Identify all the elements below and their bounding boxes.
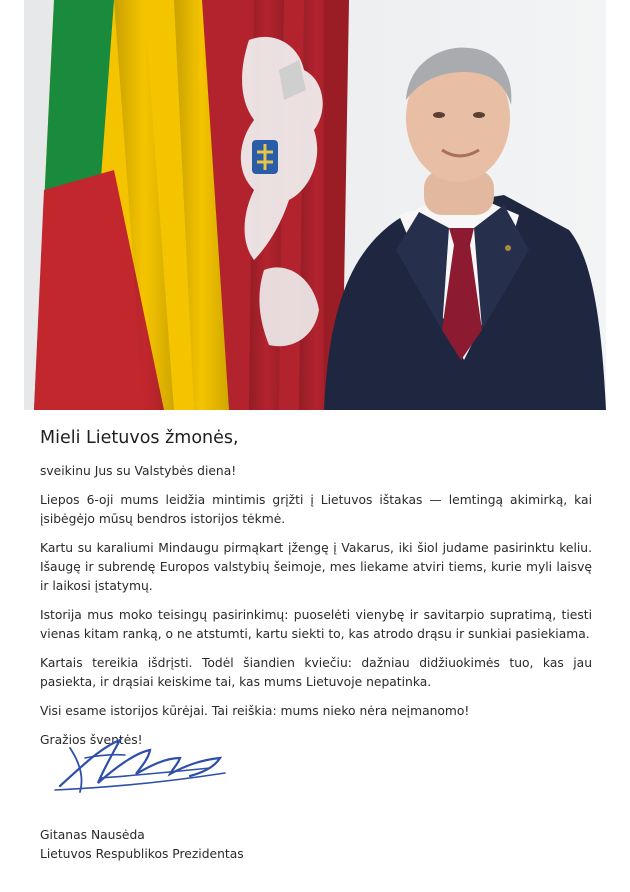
letter-paragraph: Liepos 6-oji mums leidžia mintimis grįžti į Lietuvos ištakas — lemtingą akimirką, kai įsibėgėjo mūsų bendros istorijos tėkmė.	[40, 493, 592, 526]
signer-title: Lietuvos Respublikos Prezidentas	[40, 847, 244, 861]
header-photo	[24, 0, 606, 410]
letter-greeting: Mieli Lietuvos žmonės,	[40, 428, 239, 448]
letter-body	[40, 428, 592, 760]
letter-paragraph: Istorija mus moko teisingų pasirinkimų: puoselėti vienybę ir savitarpio supratimą, tiesti vienas kitam ranką, o ne atstumti, kartu siekti to, kas atrodo drąsu ir sunkiai pasiekiama.	[40, 608, 592, 641]
letter-paragraph: sveikinu Jus su Valstybės diena!	[40, 464, 237, 478]
handwritten-signature	[40, 728, 240, 798]
lithuanian-flag	[34, 0, 229, 410]
letter-paragraph: Kartais tereikia išdrįsti. Todėl šiandien kviečiu: dažniau didžiuokimės tuo, kas jau pasiekta, ir drąsiai keiskime tai, kas mums Lietuvoje nepatinka.	[40, 656, 592, 689]
signer-name: Gitanas Nausėda	[40, 828, 145, 842]
letter-closing: Gražios šventės!	[40, 733, 143, 747]
letter-paragraph: Kartu su karaliumi Mindaugu pirmąkart įžengę į Vakarus, iki šiol judame pasirinktu keliu. Išaugę ir subrendę Europos valstybių šeimoje, mes liekame atviri tiems, kurie myli laisvę ir laikosi įstatymų.	[40, 541, 592, 593]
signer-block	[40, 826, 244, 864]
president-portrait-image	[24, 0, 606, 410]
letter-paragraph: Visi esame istorijos kūrėjai. Tai reiškia: mums nieko nėra neįmanomo!	[40, 704, 470, 718]
